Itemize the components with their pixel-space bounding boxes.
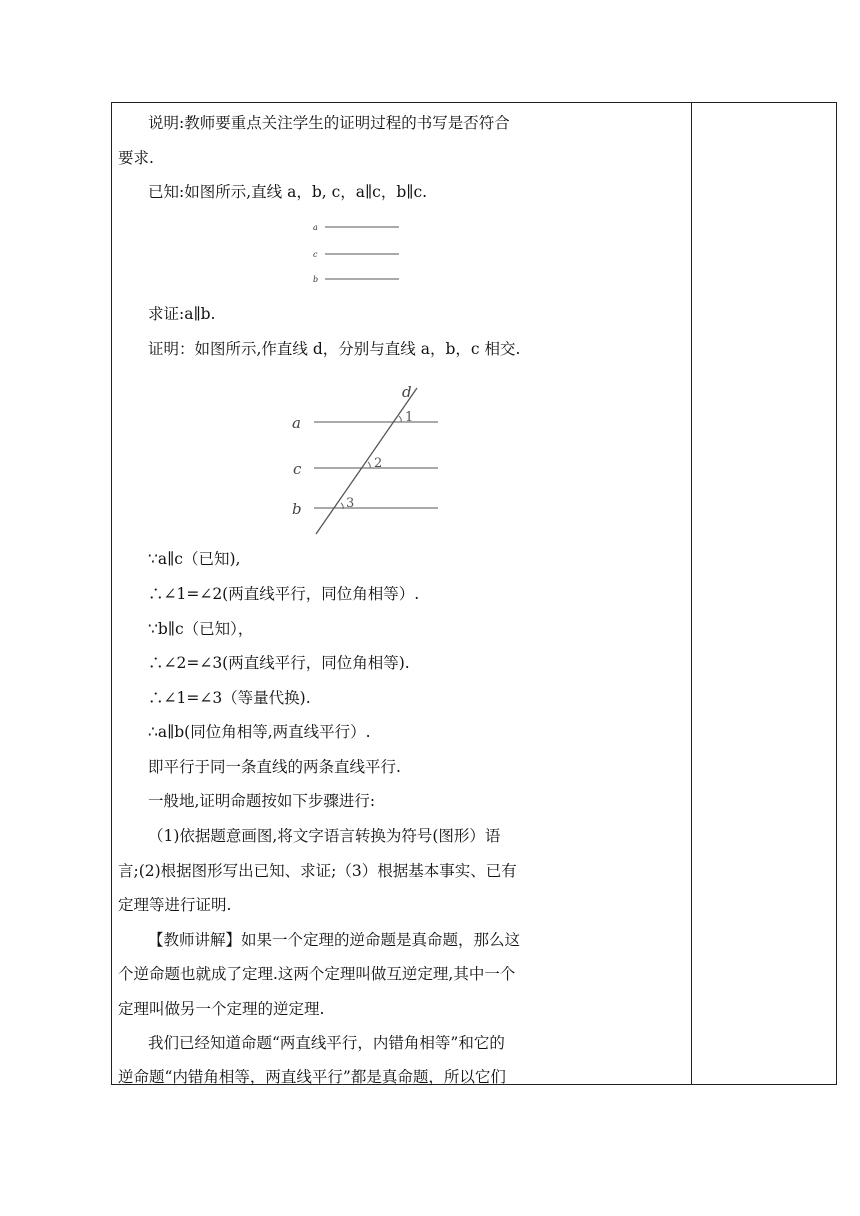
figure2-label-d: d — [402, 383, 412, 401]
figure2-angle-2: 2 — [374, 456, 383, 471]
steps-line-3: 定理等进行证明. — [118, 896, 232, 914]
given-statement: 已知:如图所示,直线 a，b, c，a∥c，b∥c. — [148, 183, 428, 201]
proof-intro: 证明：如图所示,作直线 d，分别与直线 a，b，c 相交. — [148, 340, 521, 358]
figure1-label-a: a — [313, 223, 318, 232]
steps-line-1: （1)依据题意画图,将文字语言转换为符号(图形）语 — [148, 827, 501, 845]
lecture-line-3: 定理叫做另一个定理的逆定理. — [118, 1000, 325, 1018]
lecture-line-2: 个逆命题也就成了定理.这两个定理叫做互逆定理,其中一个 — [118, 965, 516, 983]
note-line-1: 说明:教师要重点关注学生的证明过程的书写是否符合 — [148, 114, 510, 132]
figure2-angle-arc-2 — [368, 462, 370, 468]
to-prove-statement: 求证:a∥b. — [148, 305, 216, 323]
note-line-2: 要求. — [118, 149, 154, 167]
figure2-angle-1: 1 — [405, 410, 414, 425]
proof-step-5: ∴∠1=∠3（等量代换). — [148, 689, 311, 707]
figure1-label-b: b — [313, 275, 319, 284]
lecture-line-1: 【教师讲解】如果一个定理的逆命题是真命题，那么这 — [148, 931, 521, 949]
general-method: 一般地,证明命题按如下步骤进行: — [148, 792, 376, 810]
proof-step-6: ∴a∥b(同位角相等,两直线平行）. — [148, 723, 371, 741]
figure2-label-b: b — [292, 500, 302, 518]
figure2-label-a: a — [292, 414, 301, 432]
example-line-1: 我们已经知道命题“两直线平行，内错角相等”和它的 — [148, 1034, 505, 1052]
example-line-2: 逆命题“内错角相等，两直线平行”都是真命题，所以它们 — [118, 1068, 506, 1086]
proof-step-2: ∴∠1=∠2(两直线平行，同位角相等）. — [148, 585, 420, 603]
figure2-angle-3: 3 — [346, 496, 355, 511]
lesson-table — [111, 102, 837, 1085]
figure2-line-d — [316, 388, 417, 534]
figure1-label-c: c — [313, 250, 318, 259]
proof-step-1: ∵a∥c（已知), — [148, 550, 241, 568]
figure-parallel-lines — [307, 217, 407, 287]
proof-step-4: ∴∠2=∠3(两直线平行，同位角相等). — [148, 654, 410, 672]
figure2-angle-arc-1 — [399, 416, 401, 422]
figure-transversal — [287, 375, 447, 540]
steps-line-2: 言;(2)根据图形写出已知、求证;（3）根据基本事实、已有 — [118, 862, 517, 880]
conclusion: 即平行于同一条直线的两条直线平行. — [148, 758, 401, 776]
notes-cell — [692, 103, 836, 1084]
proof-step-3: ∵b∥c（已知）， — [148, 620, 254, 638]
figure2-label-c: c — [293, 460, 302, 478]
